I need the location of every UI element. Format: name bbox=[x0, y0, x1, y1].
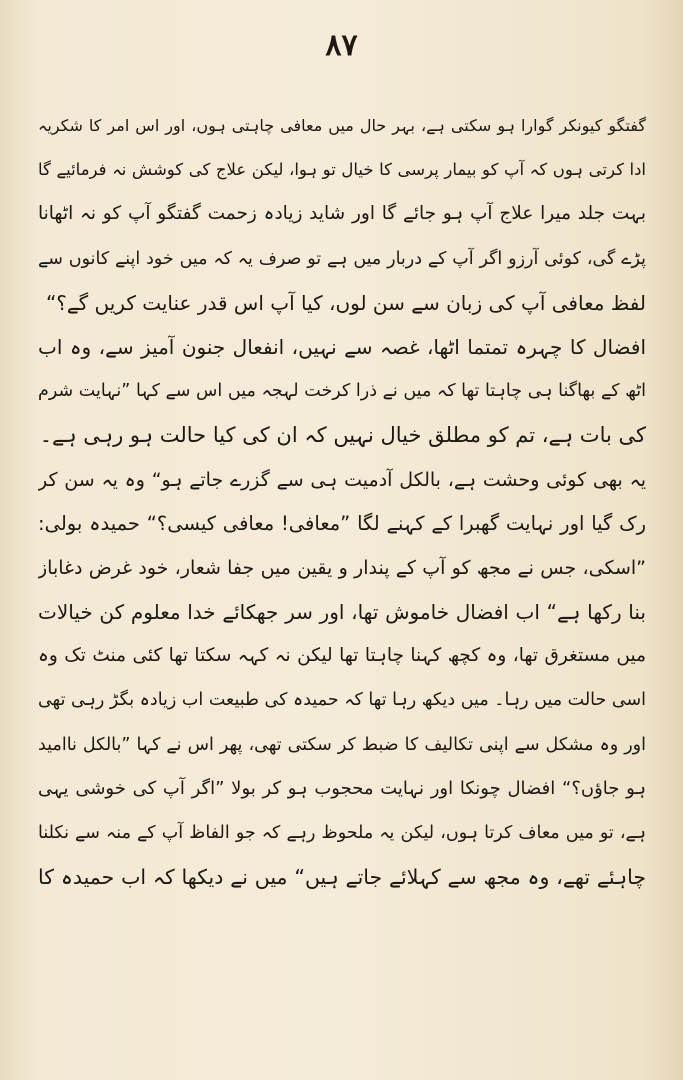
text-line: ہے، تو میں معاف کرتا ہوں، لیکن یہ ملحوظ رہے کہ جو الفاظ آپ کے منہ سے نکلنا bbox=[38, 823, 646, 843]
text-line: ہو جاؤں؟“ افضال چونکا اور نہایت محجوب ہو کر بولا ”اگر آپ کی خوشی یہی bbox=[38, 777, 646, 799]
text-line: ”اسکی، جس نے مجھ کو آپ کے پندار و یقین میں جفا شعار، خود غرض دغاباز bbox=[38, 556, 646, 579]
text-line: ادا کرتی ہوں کہ آپ کو بیمار پرسی کا خیال تو ہوا، لیکن علاج کی کوشش نہ فرمائیے گا bbox=[38, 160, 646, 180]
text-line: اٹھ کے بھاگنا ہی چاہتا تھا کہ میں نے ذرا کرخت لہجہ میں اس سے کہا ”نہایت شرم bbox=[38, 381, 646, 402]
text-line: یہ بھی کوئی وحشت ہے، بالکل آدمیت ہی سے گزرے جاتے ہو“ وہ یہ سن کر bbox=[38, 468, 646, 491]
text-line: افضال کا چہرہ تمتما اٹھا، غصہ سے نہیں، انفعال جنون آمیز سے، وہ اب bbox=[38, 334, 646, 359]
text-line: اسی حالت میں رہا۔ میں دیکھ رہا تھا کہ حمیدہ کی طبیعت اب زیادہ بگڑ رہی تھی bbox=[38, 690, 646, 711]
text-line: کی بات ہے، تم کو مطلق خیال نہیں کہ ان کی کیا حالت ہو رہی ہے۔ bbox=[39, 423, 646, 448]
text-line: گفتگو کیونکر گوارا ہو سکتی ہے، بہر حال میں معافی چاہتی ہوں، اور اس امر کا شکریہ bbox=[38, 116, 646, 135]
text-line: میں مستغرق تھا، وہ کچھ کہنا چاہتا تھا لیکن نہ کہہ سکتا تھا کئی منٹ تک وہ bbox=[38, 645, 646, 667]
text-line: بہت جلد میرا علاج آپ ہو جائے گا اور شاید زیادہ زحمت گفتگو آپ کو نہ اٹھانا bbox=[38, 203, 646, 225]
page-number: ۸۷ bbox=[325, 28, 358, 63]
text-line: اور وہ مشکل سے اپنی تکالیف کا ضبط کر سکتی تھی، پھر اس نے کہا ”بالکل ناامید bbox=[38, 734, 646, 755]
text-line: چاہئے تھے، وہ مجھ سے کہلائے جاتے ہیں“ میں نے دیکھا کہ اب حمیدہ کا bbox=[38, 865, 646, 890]
text-line: پڑے گی، کوئی آرزو اگر آپ کے دربار میں ہے تو صرف یہ کہ میں خود اپنے کانوں سے bbox=[38, 248, 646, 269]
text-line: بنا رکھا ہے“ اب افضال خاموش تھا، اور سر جھکائے خدا معلوم کن خیالات bbox=[38, 600, 646, 625]
body-text bbox=[38, 104, 646, 899]
text-line: رک گیا اور نہایت گھبرا کے کہنے لگا ”معافی! معافی کیسی؟“ حمیدہ بولی: bbox=[38, 511, 646, 535]
text-line: لفظ معافی آپ کی زبان سے سن لوں، کیا آپ اس قدر عنایت کریں گے؟“ bbox=[45, 290, 646, 315]
